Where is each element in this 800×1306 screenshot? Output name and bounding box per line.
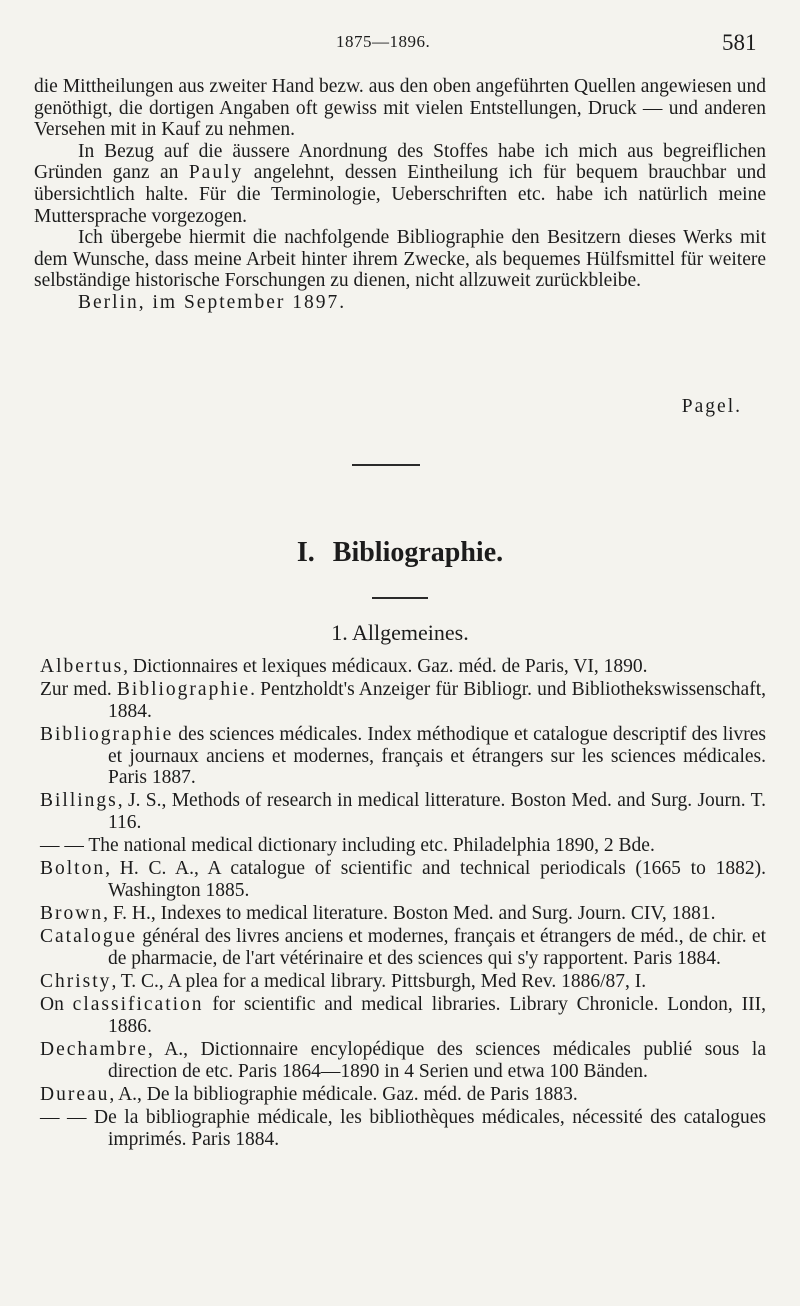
entry-prefix: On [40,994,73,1016]
bibliography-entry [40,971,766,993]
bibliography-entry [40,926,766,969]
preface-paragraph-3: Ich übergebe hiermit die nachfolgende Bibliographie den Besitzern dieses Werks mit dem Wunsche, dass meine Arbeit hinter ihrem Zwecke, als bequemes Hülfsmittel für weitere selbständige historische Forschungen zu dienen, nicht allzuweit zurückbleibe. [34,227,766,292]
divider-rule [372,597,428,599]
preface-paragraph-1: die Mittheilungen aus zweiter Hand bezw. aus den oben angeführten Quellen angewiesen und genöthigt, die dortigen Angaben oft gewiss mit vielen Entstellungen, Druck — und anderen Versehen mit in Kauf zu nehmen. [34,76,766,141]
preface-paragraph-2-start: In Bezug auf die äussere Anordnung des Stoffes habe ich mich aus begreiflichen Gründen ganz an [34,140,766,184]
entry-text: , A., Dictionnaire encylopédique des sciences médicales publié sous la direction de etc. Paris 1864—1890 in 4 Serien und etwa 100 Bänden. [108,1039,766,1082]
bibliography-entry [40,724,766,789]
entry-text: , T. C., A plea for a medical library. Pittsburgh, Med Rev. 1886/87, I. [111,971,647,993]
entry-author: Bibliographie [116,679,251,701]
page-number: 581 [722,30,757,55]
entry-text: , J. S., Methods of research in medical litterature. Boston Med. and Surg. Journ. T. 116. [108,790,766,833]
entry-text: , F. H., Indexes to medical literature. Boston Med. and Surg. Journ. CIV, 1881. [103,903,716,925]
preface-paragraph-2-end: angelehnt, dessen Eintheilung ich für bequem brauchbar und übersichtlich halte. Für die Terminologie, Ueberschriften etc. habe ich natürlich meine Muttersprache vorgezogen. [34,162,766,227]
entry-text: . Pentzholdt's Anzeiger für Bibliogr. und Bibliothekswissenschaft, 1884. [108,679,767,722]
signature: Pagel. [681,396,742,417]
section-number: I. [296,537,315,568]
entry-text: des sciences médicales. Index méthodique et catalogue descriptif des livres et journaux anciens et modernes, français et étrangers sur les sciences médicales. Paris 1887. [108,723,766,789]
section-title: Bibliographie. [332,537,504,568]
entry-author: Billings [40,790,118,812]
preface-paragraph-2 [34,141,766,227]
entry-text: — — De la bibliographie médicale, les bibliothèques médicales, nécessité des catalogues imprimés. Paris 1884. [40,1107,766,1150]
bibliography-entry [40,858,766,901]
bibliography-entry [40,1084,766,1106]
bibliography-entry [40,1039,766,1082]
section-heading [0,537,800,569]
bibliography-entry [40,790,766,833]
entry-prefix: Zur med. [40,679,117,701]
bibliography-entry [40,994,766,1037]
header-year-range: 1875—1896. [336,32,431,51]
bibliography-entry [40,903,766,925]
entry-text: , H. C. A., A catalogue of scientific and technical periodicals (1665 to 1882). Washington 1885. [105,858,766,901]
entry-author: Dechambre [40,1039,148,1061]
entry-text: , A., De la bibliographie médicale. Gaz. méd. de Paris 1883. [109,1083,578,1105]
entry-text: , Dictionnaires et lexiques médicaux. Gaz. méd. de Paris, VI, 1890. [123,656,648,677]
bibliography-entry [40,679,766,722]
entry-author: classification [72,994,204,1016]
subsection-heading: 1. Allgemeines. [331,620,469,645]
author-name-pauly: Pauly [188,162,244,184]
running-header [0,30,800,60]
entry-author: Bibliographie [40,723,174,745]
bibliography-entry [40,1107,766,1150]
entry-author: Dureau [40,1083,110,1105]
entry-text: général des livres anciens et modernes, français et étrangers de méd., de chir. et de pharmacie, de l'art vétérinaire et des sciences qui s'y rapportent. Paris 1884. [108,926,766,969]
entry-author: Albertus [40,656,124,677]
divider-rule [352,464,420,466]
bibliography-list [40,656,766,1152]
entry-text: for scientific and medical libraries. Library Chronicle. London, III, 1886. [108,994,766,1037]
bibliography-entry [40,656,766,678]
place-date: Berlin, im September 1897. [78,291,347,313]
bibliography-entry [40,835,766,857]
preface-text [34,76,766,314]
entry-author: Catalogue [40,926,138,948]
entry-author: Christy [40,971,112,993]
entry-author: Bolton [40,858,106,880]
entry-text: — — The national medical dictionary including etc. Philadelphia 1890, 2 Bde. [40,835,655,857]
entry-author: Brown [40,903,104,925]
